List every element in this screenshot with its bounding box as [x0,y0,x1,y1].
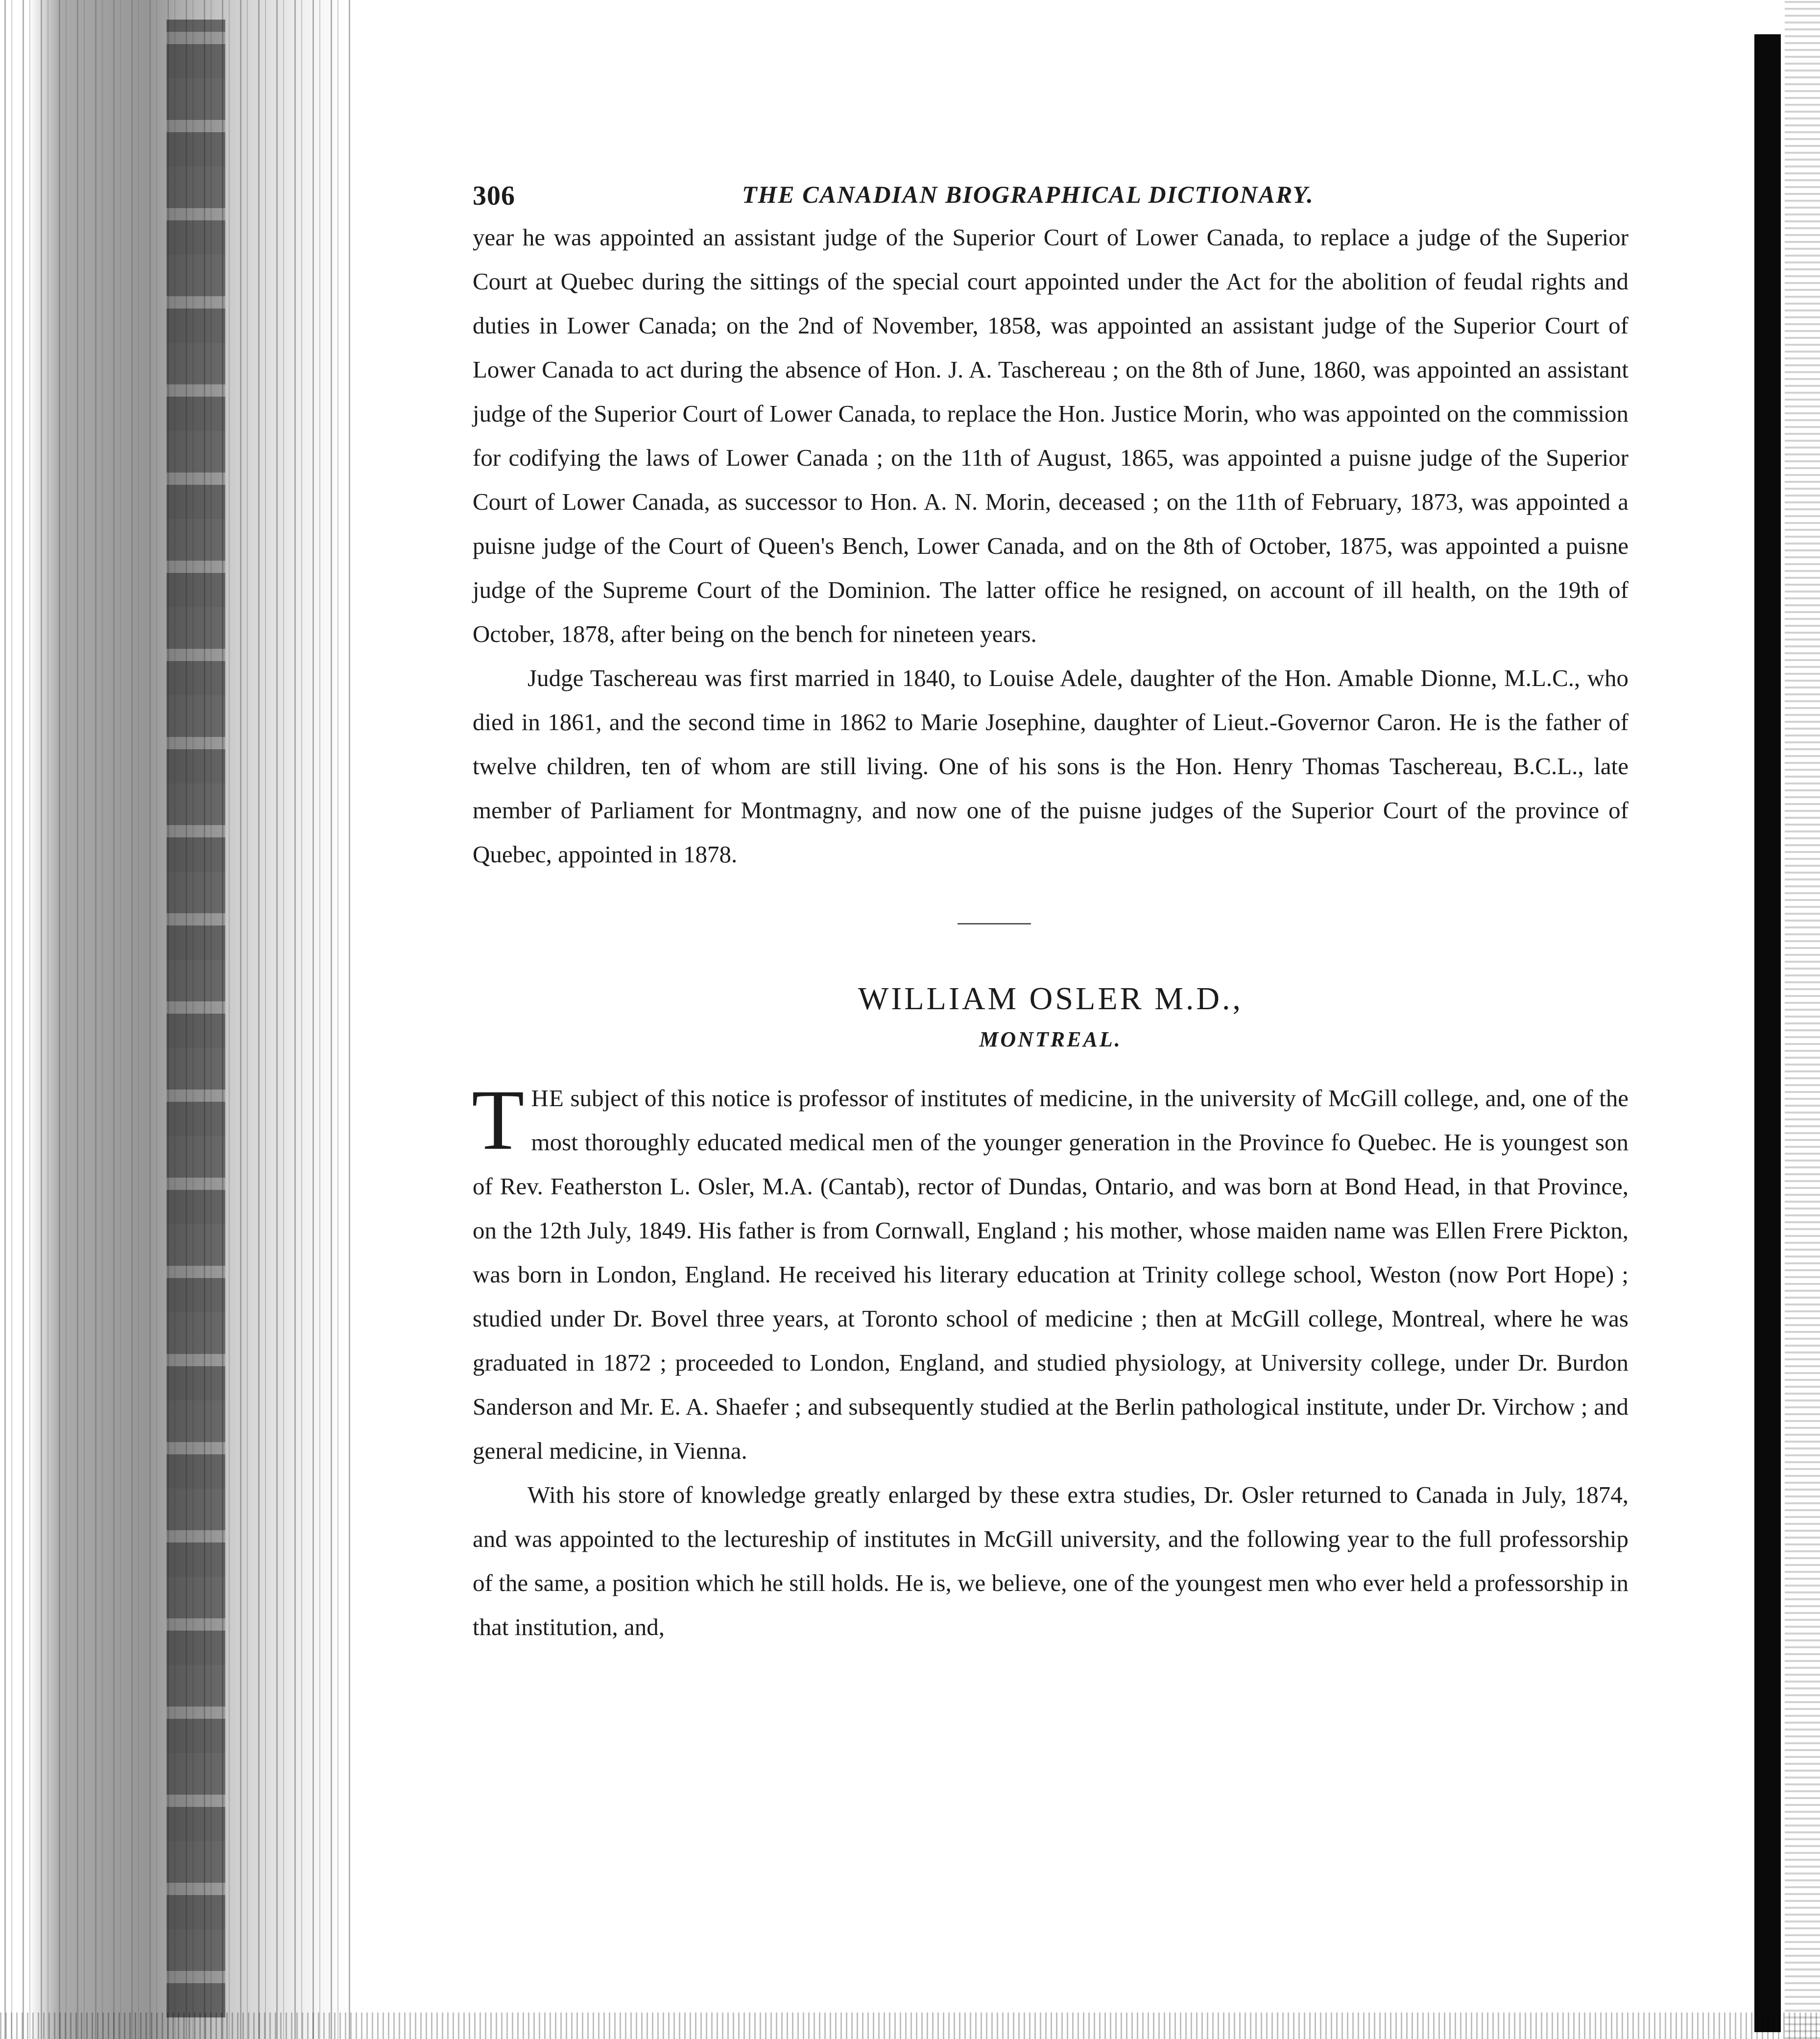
scan-right-edge-noise [1785,0,1820,2039]
running-title: THE CANADIAN BIOGRAPHICAL DICTIONARY. [742,181,1314,208]
scan-binding-edge [167,20,225,2017]
entry-paragraph-1 [472,1072,1628,1473]
section-divider [958,923,1031,925]
entry-title: WILLIAM OSLER M.D., [858,981,1244,1017]
scan-right-edge-bar [1754,34,1781,2032]
previous-entry-paragraph-1: year he was appointed an assistant judge of the Superior Court of Lower Canada, to replace a judge of the Superior Court at Quebec during the sittings of the special court appointed under the Act for the abolition of feudal rights and duties in Lower Canada; on the 2nd of November, 1858, was appointed an assistant judge of the Superior Court of Lower Canada to act during the absence of Hon. J. A. Taschereau ; on the 8th of June, 1860, was appointed an assistant judge of the Superior Court of Lower Canada, to replace the Hon. Justice Morin, who was appointed on the commission for codifying the laws of Lower Canada ; on the 11th of August, 1865, was appointed a puisne judge of the Superior Court of Lower Canada, as successor to Hon. A. N. Morin, deceased ; on the 11th of February, 1873, was appointed a puisne judge of the Court of Queen's Bench, Lower Canada, and on the 8th of October, 1875, was appointed a puisne judge of the Supreme Court of the Dominion. The latter office he resigned, on account of ill health, on the 19th of October, 1878, after being on the bench for nineteen years. [473,224,1628,647]
entry-paragraph-2: With his store of knowledge greatly enlarged by these extra studies, Dr. Osler returned to Canada in July, 1874, and was appointed to the lectureship of institutes in McGill university, and the following year to the full professorship of the same, a position which he still holds. He is, we believe, one of the youngest men who ever held a professorship in that institution, and, [473,1481,1628,1640]
running-head [473,171,1628,215]
first-word-rest: HE [531,1085,564,1112]
previous-entry-paragraph-2: Judge Taschereau was first married in 1840, to Louise Adele, daughter of the Hon. Amable Dionne, M.L.C., who died in 1861, and the second time in 1862 to Marie Josephine, daughter of Lieut.-Governor Caron. He is the father of twelve children, ten of whom are still living. One of his sons is the Hon. Henry Thomas Taschereau, B.C.L., late member of Parliament for Montmagny, and now one of the puisne judges of the Superior Court of the province of Quebec, appointed in 1878. [473,664,1628,868]
page-content [473,171,1628,1649]
page-number: 306 [473,181,515,211]
entry-place: MONTREAL. [979,1027,1122,1051]
drop-cap: T [472,1072,525,1168]
entry-paragraph-1-text: subject of this notice is professor of institutes of medicine, in the university of McGill college, and, one of the most thoroughly educated medical men of the younger generation in the Province fo Quebec. He is youngest son of Rev. Featherston L. Osler, M.A. (Cantab), rector of Dundas, Ontario, and was born at Bond Head, in that Province, on the 12th July, 1849. His father is from Cornwall, England ; his mother, whose maiden name was Ellen Frere Pickton, was born in London, England. He received his literary education at Trinity college school, Weston (now Port Hope) ; studied under Dr. Bovel three years, at Toronto school of medicine ; then at McGill college, Montreal, where he was graduated in 1872 ; proceeded to London, England, and studied physiology, at University college, under Dr. Burdon Sanderson and Mr. E. A. Shaefer ; and subsequently studied at the Berlin pathological institute, under Dr. Virchow ; and general medicine, in Vienna. [473,1085,1628,1464]
scan-bottom-edge-noise [0,2013,1820,2039]
